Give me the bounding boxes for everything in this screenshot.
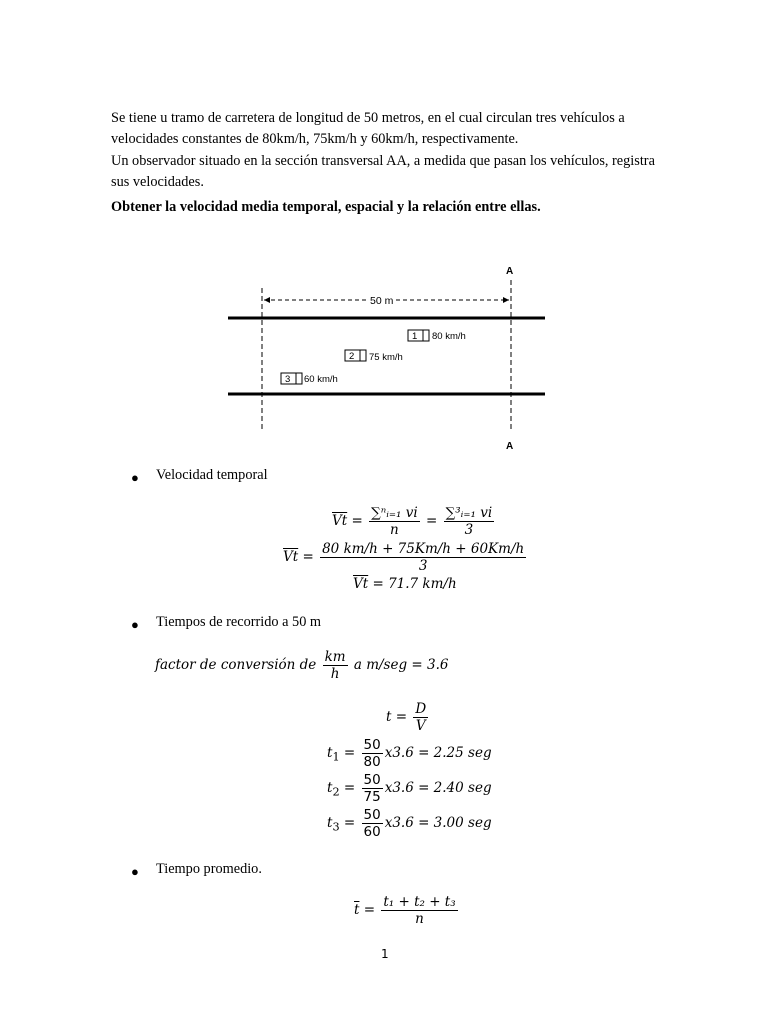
vt-formula-1: $\overline{Vt}$ = $\frac{\text{∑ⁿᵢ₌₁ vi}}{n}$ = $\frac{\text{∑³ᵢ₌₁ vi}}{3}$ — [332, 505, 493, 538]
vehicle-1-number: 1 — [412, 331, 418, 342]
conversion-factor: factor de conversión de $\frac{km}{h}$ a m/seg = 3.6 — [155, 649, 449, 682]
average-time-formula: $\overline{t}$ = $\frac{\text{t₁ + t₂ + t₃}}{n}$ — [354, 894, 456, 927]
section-label-bottom: A — [506, 441, 514, 452]
bullet-3-icon: ● — [131, 864, 139, 879]
t2-formula: $t_2$ = $\frac{50}{75}$ x3.6 = 2.40 seg — [327, 772, 492, 805]
page-number: 1 — [381, 947, 389, 961]
length-label: 50 m — [370, 295, 394, 307]
vehicle-3 — [281, 373, 338, 385]
arrow-right-icon — [503, 297, 509, 303]
observer-statement: Un observador situado en la sección transversal AA, a medida que pasan los vehículos, registra sus velocidades. — [111, 153, 655, 190]
time-definition: t = $\frac{D}{V}$ — [386, 701, 427, 734]
bullet-2-icon: ● — [131, 617, 139, 632]
bullet-1-icon: ● — [131, 470, 139, 485]
vehicle-2 — [345, 350, 403, 363]
section-label-top: A — [506, 266, 514, 277]
vehicle-2-speed: 75 km/h — [369, 352, 403, 363]
vt-result: $\overline{Vt} = 71.7$ km/h — [353, 576, 457, 592]
vehicle-1 — [408, 330, 466, 342]
vt-formula-2: $\overline{Vt}$ = $\frac{80 km/h + 75Km/h + 60Km/h}{3}$ — [283, 541, 525, 574]
bullet-tiempos-recorrido: Tiempos de recorrido a 50 m — [156, 614, 322, 630]
t1-formula: $t_1$ = $\frac{50}{80}$ x3.6 = 2.25 seg — [327, 737, 492, 770]
problem-statement: Se tiene u tramo de carretera de longitud de 50 metros, en el cual circulan tres vehículos a velocidades constantes de 80km/h, 75km/h y 60km/h, respectivamente. — [111, 110, 625, 147]
task-statement: Obtener la velocidad media temporal, espacial y la relación entre ellas. — [111, 199, 541, 215]
vehicle-3-speed: 60 km/h — [304, 374, 338, 385]
vehicle-1-speed: 80 km/h — [432, 331, 466, 342]
road-diagram — [0, 0, 768, 470]
bullet-tiempo-promedio: Tiempo promedio. — [156, 861, 262, 877]
t3-formula: $t_3$ = $\frac{50}{60}$ x3.6 = 3.00 seg — [327, 807, 492, 840]
arrow-left-icon — [264, 297, 270, 303]
vehicle-2-number: 2 — [349, 351, 355, 362]
vehicle-3-number: 3 — [285, 374, 291, 385]
bullet-velocidad-temporal: Velocidad temporal — [156, 467, 268, 483]
